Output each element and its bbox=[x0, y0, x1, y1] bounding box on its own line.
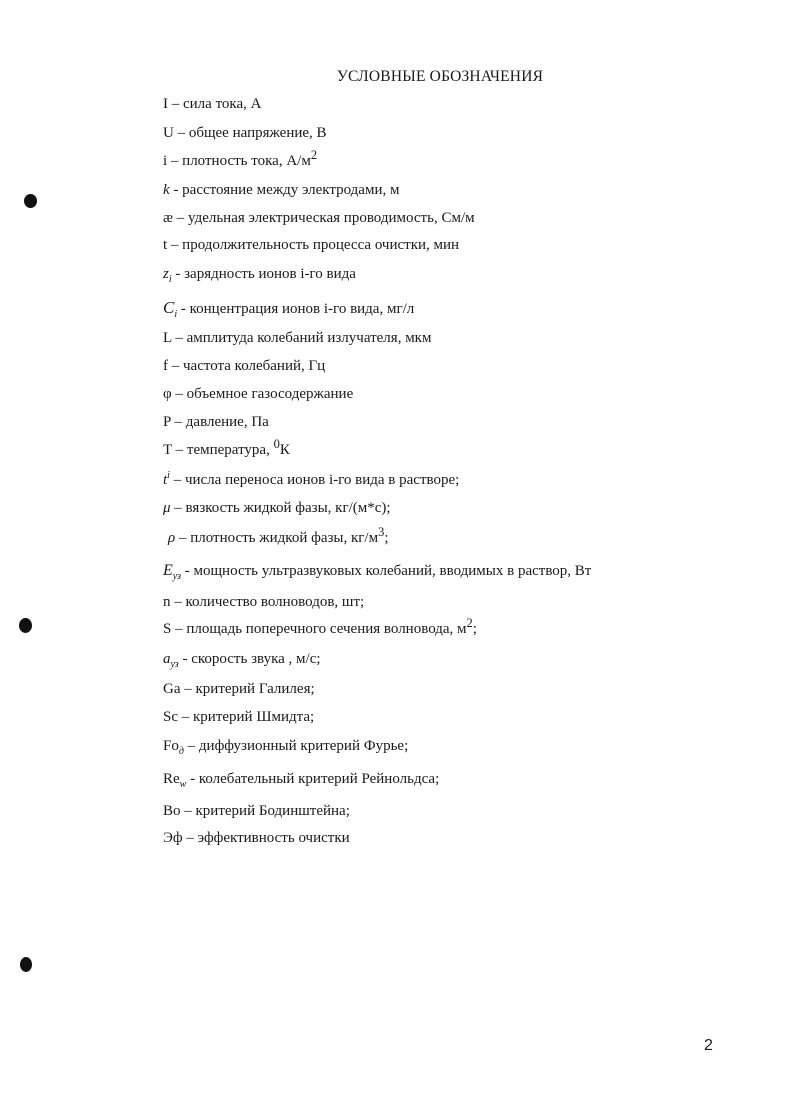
entry-ion-charge: $z_i$ - зарядность ионов i-го вида bbox=[163, 266, 356, 285]
entry-waveguide-count: n – количество волноводов, шт; bbox=[163, 594, 365, 610]
entry-electrode-distance: k - расстояние между электродами, м bbox=[163, 182, 400, 198]
entry-amplitude: L – амплитуда колебаний излучателя, мкм bbox=[163, 330, 432, 346]
entry-current-density: i – плотность тока, $А/м^2$ bbox=[163, 148, 318, 169]
entry-transference-number: $t^i$ – числа переноса ионов i-го вида в растворе; bbox=[163, 470, 460, 488]
entry-frequency: f – частота колебаний, Гц bbox=[163, 358, 326, 374]
entry-current: I – сила тока, А bbox=[163, 96, 262, 112]
entry-ultrasound-power: $E_{уз}$ - мощность ультразвуковых колебаний, вводимых в раствор, Вт bbox=[163, 562, 592, 582]
entry-cross-section: S – площадь поперечного сечения волновода, $м^2$; bbox=[163, 616, 477, 637]
punch-hole-mark bbox=[20, 957, 32, 972]
punch-hole-mark bbox=[19, 618, 32, 633]
entry-bodenstein: Bo – критерий Бодинштейна; bbox=[163, 803, 350, 819]
page-title: УСЛОВНЫЕ ОБОЗНАЧЕНИЯ bbox=[336, 68, 544, 85]
page-number: 2 bbox=[704, 1037, 713, 1054]
entry-density: ρ – плотность жидкой фазы, $кг/м^3$; bbox=[168, 525, 389, 546]
entry-viscosity: μ – вязкость жидкой фазы, кг/(м*с); bbox=[163, 500, 391, 516]
entry-voltage: U – общее напряжение, В bbox=[163, 125, 327, 141]
punch-hole-mark bbox=[24, 194, 37, 208]
entry-schmidt: Sc – критерий Шмидта; bbox=[163, 709, 315, 725]
entry-sound-speed: $a_{уз}$ - скорость звука , м/с; bbox=[163, 651, 321, 670]
entry-pressure: P – давление, Па bbox=[163, 414, 269, 430]
entry-temperature: T – температура, $^0$К bbox=[163, 437, 290, 458]
entry-duration: t – продолжительность процесса очистки, мин bbox=[163, 237, 460, 253]
entry-conductivity: æ – удельная электрическая проводимость, См/м bbox=[163, 210, 475, 226]
entry-gas-holdup: φ – объемное газосодержание bbox=[163, 386, 354, 402]
entry-fourier: $Fo_д$ – диффузионный критерий Фурье; bbox=[163, 738, 409, 757]
entry-galileo: Ga – критерий Галилея; bbox=[163, 681, 315, 697]
entry-efficiency: Эф – эффективность очистки bbox=[163, 830, 350, 846]
entry-reynolds: $Re_w$ - колебательный критерий Рейнольдса; bbox=[163, 771, 440, 790]
entry-ion-concentration: $C_i$ - концентрация ионов i-го вида, мг/л bbox=[163, 298, 415, 320]
